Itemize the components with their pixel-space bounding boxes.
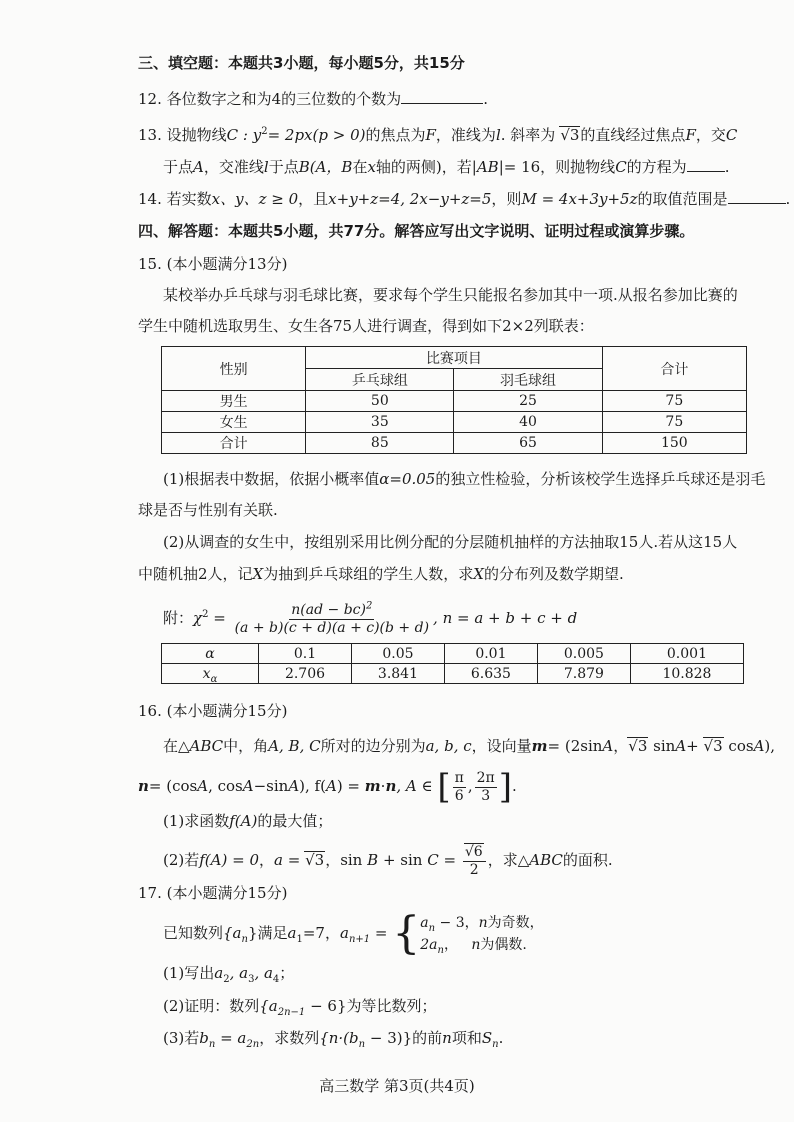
q15-symbol: X <box>252 565 264 583</box>
x-subscript: α <box>210 673 218 685</box>
q17-subscript: n <box>241 934 248 945</box>
q16-sqrt: √3 <box>305 851 325 869</box>
q12-answer-blank <box>401 89 483 104</box>
q15-paragraph-1: 某校举办乒乓球与羽毛球比赛，要求每个学生只能报名参加其中一项.从报名参加比赛的 <box>163 286 738 304</box>
frac-numerator: π <box>454 769 464 786</box>
q16-math: , A ∈ <box>396 777 433 795</box>
q16-symbol: A <box>197 777 209 795</box>
q16-text: . <box>512 777 517 795</box>
q15-text: (1)根据表中数据，依据小概率值 <box>163 470 380 488</box>
q16-text: (2)若 <box>163 851 200 869</box>
q12-number: 12. <box>138 90 162 108</box>
q17-math: 2a <box>420 937 438 953</box>
chi-n-definition: , n = a + b + c + d <box>433 609 578 627</box>
q16-text: ， <box>259 851 275 869</box>
q13-text: 的焦点为 <box>365 126 426 144</box>
table-cell: 50 <box>306 391 454 412</box>
q13-symbol: |AB| <box>471 158 504 176</box>
q17-math: = a <box>215 1029 247 1047</box>
q16-text: 所对的边分别为 <box>320 737 426 755</box>
q16-text: −sin <box>253 777 289 795</box>
q17-subscript: 2n <box>246 1039 260 1050</box>
q17-math: , a <box>254 964 273 982</box>
q17-text: 为等比数列； <box>346 997 437 1015</box>
q13-text: = 16，则抛物线 <box>503 158 616 176</box>
q16-symbol: A <box>288 777 300 795</box>
question-14: 14. 若实数x、y、z ≥ 0，且x+y+z=4, 2x−y+z=5，则M = 4x+3y+5z的取值范围是 . <box>138 190 791 208</box>
q15-text: 学生中随机选取男生、女生各75人进行调查，得到如下 <box>138 317 503 335</box>
q16-text: sin <box>653 737 676 755</box>
q16-symbol: C <box>427 851 439 869</box>
table-row <box>162 391 747 412</box>
table-cell: 0.005 <box>537 644 630 664</box>
table-cell: 2.706 <box>259 664 352 684</box>
q16-text: + sin <box>382 851 423 869</box>
q13-symbol: l <box>263 158 269 176</box>
q17-symbol: n <box>478 915 488 931</box>
q15-math: 2×2 <box>502 317 534 335</box>
q17-math: S <box>481 1029 493 1047</box>
q16-sqrt-value: 3 <box>314 851 325 869</box>
table-cell: 10.828 <box>630 664 743 684</box>
q17-text: (1)写出 <box>163 964 215 982</box>
chi-numerator-text: n(ad − bc) <box>291 601 366 618</box>
q14-answer-blank <box>728 189 786 204</box>
q13-number: 13. <box>138 126 162 144</box>
q13-text: 轴的两侧)，若 <box>375 158 472 176</box>
header-pingpong: 乒乓球组 <box>306 369 454 391</box>
q13-answer-blank <box>687 157 725 172</box>
table-row <box>162 644 744 664</box>
page-footer: 高三数学 第3页(共4页) <box>319 1077 475 1095</box>
table-cell: 0.01 <box>444 644 537 664</box>
q17-math: b <box>199 1029 209 1047</box>
q17-subscript: n <box>208 1039 216 1050</box>
q16-math: f(A) = 0 <box>199 851 259 869</box>
q15-text: 中随机抽2人，记 <box>138 565 253 583</box>
q17-subscript: n+1 <box>348 934 371 945</box>
q17-math: a <box>339 924 349 942</box>
question-13-line-1: 13. 设抛物线C : $y^2= 2px(p > 0)$的焦点为F，准线为l. 斜率为 √3的直线经过焦点F，交C <box>138 126 738 144</box>
q13-exponent: 2 <box>261 126 268 137</box>
chi-fraction <box>233 599 431 637</box>
chi-denominator: (a + b)(c + d)(a + c)(b + d) <box>234 619 430 636</box>
q17-math: a <box>420 915 429 931</box>
q17-math: } <box>247 924 258 942</box>
frac-2pi-3 <box>475 770 497 805</box>
q15-text: 的分布列及数学期望. <box>483 565 624 583</box>
q16-text: ，sin <box>325 851 363 869</box>
q17-subscript: 1 <box>296 934 303 945</box>
left-bracket: [ <box>437 767 451 807</box>
x-alpha-label <box>162 664 259 684</box>
q15-part-2-line-2 <box>138 563 624 585</box>
q17-math: {n·(b <box>319 1029 359 1047</box>
q16-part-2 <box>163 838 613 882</box>
frac-numerator <box>463 843 486 862</box>
q13-text: 的方程为 <box>626 158 687 176</box>
q15-heading: 15. (本小题满分13分) <box>138 255 288 273</box>
left-brace: { <box>392 908 421 959</box>
q16-text: · <box>380 777 386 795</box>
section-3-header: 三、填空题：本题共3小题，每小题5分，共15分 <box>138 54 465 72</box>
q17-text: 已知数列 <box>163 924 224 942</box>
header-gender: 性别 <box>162 347 306 391</box>
piecewise-cases <box>420 912 543 956</box>
table-cell: 75 <box>602 412 746 433</box>
case-even <box>420 934 543 956</box>
q16-text: ，求△ <box>487 851 530 869</box>
q16-math: A, B, C <box>268 737 321 755</box>
q17-text: ， <box>443 937 458 953</box>
q17-heading: 17. (本小题满分15分) <box>138 884 288 902</box>
table-row <box>162 664 744 684</box>
q16-text: 在△ <box>163 737 190 755</box>
q15-symbol: X <box>473 565 484 583</box>
table-cell: 0.05 <box>351 644 444 664</box>
table-row <box>162 433 747 454</box>
header-event: 比赛项目 <box>306 347 602 369</box>
table-cell: 0.001 <box>630 644 743 664</box>
q16-sqrt: √3 <box>628 737 648 755</box>
q13-text: 在 <box>352 158 368 176</box>
q13-math: = 2px(p > 0) <box>267 126 366 144</box>
critical-value-table <box>161 643 744 684</box>
q17-symbol: n <box>442 1029 452 1047</box>
q17-line-1 <box>163 908 544 959</box>
q16-text: cos <box>728 737 754 755</box>
q13-symbol: x <box>367 158 376 176</box>
q17-text: − 3， <box>435 915 479 931</box>
q15-part-1-line-1 <box>163 468 765 490</box>
q13-symbol: F <box>425 126 436 144</box>
chi-numerator: n(ad − bc)$^2$ <box>291 599 373 618</box>
q16-symbol: A <box>753 737 765 755</box>
q12-tail: . <box>483 90 488 108</box>
q17-text: 为奇数， <box>487 915 544 931</box>
q13-sqrt-value: 3 <box>569 126 580 144</box>
q16-sqrt-value: 3 <box>713 737 723 755</box>
q17-text: 满足 <box>257 924 288 942</box>
q14-text: 的取值范围是 <box>637 190 728 208</box>
q13-sqrt: √3 <box>560 126 580 144</box>
q16-math: a = <box>274 851 301 869</box>
q16-text: , cos <box>208 777 243 795</box>
q17-text: (2)证明：数列 <box>163 997 260 1015</box>
q15-text: 为抽到乒乓球组的学生人数，求 <box>263 565 474 583</box>
q16-sqrt-value: 3 <box>637 737 648 755</box>
q16-math: a, b, c <box>425 737 472 755</box>
q16-text: 中，角 <box>223 737 269 755</box>
q17-text: ； <box>279 964 295 982</box>
q17-text: (3)若 <box>163 1029 200 1047</box>
table-cell: 35 <box>306 412 454 433</box>
q17-subscript: n <box>437 944 444 956</box>
frac-denominator: 3 <box>481 787 491 804</box>
q17-part-3 <box>163 1027 503 1049</box>
q13-text: 于点 <box>268 158 299 176</box>
q13-text: 于点 <box>163 158 194 176</box>
table-row <box>162 412 747 433</box>
chi-exponent: 2 <box>202 609 209 620</box>
header-badminton: 羽毛球组 <box>454 369 602 391</box>
q13-text: 设抛物线 <box>166 126 227 144</box>
q17-part-2 <box>163 995 437 1017</box>
q13-text: 斜率为 <box>510 126 556 144</box>
q17-math: {a <box>259 997 278 1015</box>
q16-symbol: B <box>367 851 379 869</box>
q14-math: x+y+z=4, 2x−y+z=5 <box>328 190 492 208</box>
q16-math: f(A) <box>229 812 258 830</box>
case-odd <box>420 912 543 934</box>
contingency-table <box>161 346 747 454</box>
q17-text: . <box>498 1029 504 1047</box>
q13-symbol: F <box>685 126 696 144</box>
q16-sqrt: √3 <box>703 737 723 755</box>
q13-text: ，交 <box>695 126 726 144</box>
q17-symbol: n <box>471 937 481 953</box>
q16-part-1 <box>163 810 332 832</box>
q14-text: ，则 <box>491 190 522 208</box>
section-4-header: 四、解答题：本题共5小题，共77分。解答应写出文字说明、证明过程或演算步骤。 <box>138 222 695 240</box>
q15-part-1-line-2: 球是否与性别有关联. <box>138 501 278 519</box>
q16-sqrt-value: 6 <box>473 844 483 860</box>
q15-text: 列联表： <box>533 317 594 335</box>
q13-text: 的直线经过焦点 <box>580 126 686 144</box>
q17-subscript: n <box>358 1039 366 1050</box>
q13-symbol: A <box>193 158 204 176</box>
q15-text: 的独立性检验，分析该校学生选择乒乓球还是羽毛 <box>435 470 766 488</box>
q13-text: ，交准线 <box>203 158 264 176</box>
table-cell: 7.879 <box>537 664 630 684</box>
frac-denominator: 2 <box>469 862 479 878</box>
table-cell: 40 <box>454 412 602 433</box>
vector-n: n <box>138 777 149 795</box>
table-cell: 150 <box>602 433 746 454</box>
alpha-label: α <box>162 644 259 664</box>
q13-symbol: l <box>495 126 501 144</box>
q17-text: = <box>370 924 388 942</box>
q14-math: M = 4x+3y+5z <box>521 190 638 208</box>
q16-symbol: A <box>675 737 687 755</box>
x-label: x <box>202 665 211 682</box>
q17-math: {a <box>223 924 242 942</box>
q16-text: = (cos <box>148 777 198 795</box>
vector-n: n <box>385 777 397 795</box>
q16-symbol: A <box>242 777 254 795</box>
q17-text: 的前 <box>412 1029 443 1047</box>
chi-symbol: χ <box>193 609 203 627</box>
q17-subscript: 2n−1 <box>277 1007 306 1018</box>
q13-symbol: C <box>725 126 738 144</box>
q16-line-2: n= (cosA, cosA−sinA), f(A) = m·n, A ∈ [ $\frac{\pi}{6}$ , $\frac{2\pi}{3}$ ]. <box>138 767 517 807</box>
q16-text: 的最大值； <box>257 812 333 830</box>
q13-math: C : y <box>226 126 262 144</box>
q17-math: a <box>214 964 224 982</box>
q17-text: 为偶数. <box>480 937 527 953</box>
q17-math: , a <box>229 964 249 982</box>
table-cell: 女生 <box>162 412 306 433</box>
q15-paragraph-2 <box>138 315 594 337</box>
q14-number: 14. <box>138 190 162 208</box>
q16-text: ) = <box>336 777 365 795</box>
q16-text: = (2sin <box>547 737 603 755</box>
q16-line-1 <box>163 735 775 757</box>
table-cell: 3.841 <box>351 664 444 684</box>
frac-numerator: 2π <box>476 769 495 786</box>
q16-symbol: A <box>325 777 337 795</box>
vector-m: m <box>531 737 548 755</box>
q17-part-1 <box>163 962 294 984</box>
q16-math: ABC <box>529 851 563 869</box>
q17-subscript: 4 <box>272 974 280 985</box>
q17-subscript: 2 <box>223 974 230 985</box>
q16-symbol: A <box>602 737 614 755</box>
q16-text: ， <box>613 737 629 755</box>
q13-symbol: C <box>615 158 627 176</box>
q17-text: =7， <box>302 924 340 942</box>
q17-text: 项和 <box>451 1029 482 1047</box>
table-cell: 0.1 <box>259 644 352 664</box>
q15-math: α=0.05 <box>379 470 436 488</box>
q16-text: ), <box>764 737 776 755</box>
q13-text: ，准线为 <box>435 126 496 144</box>
q17-text: ，求数列 <box>259 1029 320 1047</box>
table-cell: 75 <box>602 391 746 412</box>
q17-math: − 3)} <box>365 1029 413 1047</box>
q16-text: = <box>443 851 457 869</box>
q17-math: − 6} <box>305 997 347 1015</box>
chi-square-formula: 附：$\chi^2$ = $\frac{n(ad - bc)^2}{(a + b)(c + d)(a + c)(b + d)}$ , n = a + b + c + d <box>163 599 578 636</box>
q16-text: (1)求函数 <box>163 812 230 830</box>
q12-text: 各位数字之和为4的三位数的个数为 <box>166 90 402 108</box>
q15-attach-label: 附： <box>163 609 194 627</box>
q17-subscript: n <box>492 1039 499 1050</box>
q16-math: ABC <box>189 737 224 755</box>
table-cell: 85 <box>306 433 454 454</box>
q17-subscript: 3 <box>248 974 255 985</box>
frac-pi-6 <box>453 770 466 805</box>
header-total: 合计 <box>602 347 746 391</box>
q14-text: ，且 <box>298 190 329 208</box>
table-cell: 25 <box>454 391 602 412</box>
q17-math: a <box>287 924 297 942</box>
q14-math: x、y、z ≥ 0 <box>211 190 299 208</box>
q16-text: + <box>686 737 699 755</box>
q15-part-2-line-1: (2)从调查的女生中，按组别采用比例分配的分层随机抽样的方法抽取15人.若从这15人 <box>163 533 738 551</box>
q13-symbol: B(A，B <box>298 158 353 176</box>
q17-subscript: n <box>428 922 436 934</box>
q16-text: ), f( <box>299 777 326 795</box>
question-12 <box>138 88 488 110</box>
vector-m: m <box>364 777 381 795</box>
table-cell: 6.635 <box>444 664 537 684</box>
table-cell: 合计 <box>162 433 306 454</box>
q16-sqrt: √6 <box>464 844 483 860</box>
table-cell: 65 <box>454 433 602 454</box>
question-13-line-2: 于点A，交准线l于点B(A，B在x轴的两侧)，若|AB|= 16，则抛物线C的方程为 . <box>163 158 730 176</box>
frac-denominator: 6 <box>454 787 464 804</box>
table-cell: 男生 <box>162 391 306 412</box>
right-bracket: ] <box>498 767 512 807</box>
frac-sqrt6-2 <box>463 843 486 879</box>
q16-text: ，设向量 <box>471 737 532 755</box>
q16-heading: 16. (本小题满分15分) <box>138 702 288 720</box>
q16-text: 的面积. <box>562 851 613 869</box>
q14-text: 若实数 <box>166 190 212 208</box>
